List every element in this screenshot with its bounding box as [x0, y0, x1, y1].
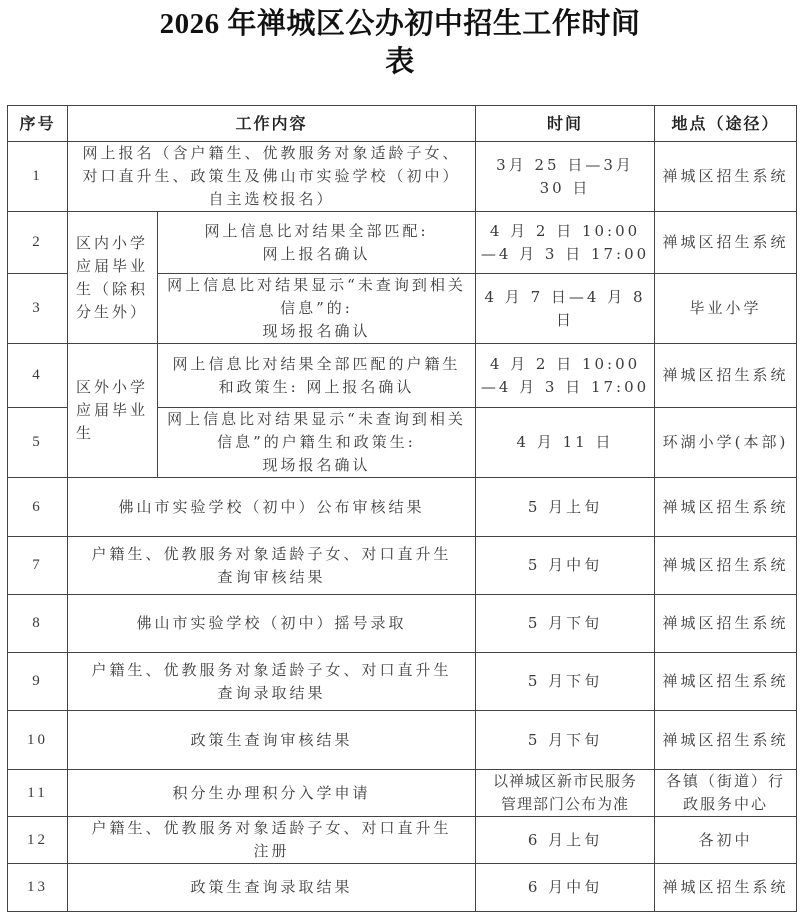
row-time: 4 月 11 日 [476, 408, 655, 478]
row-seq: 5 [8, 408, 68, 478]
row-location: 禅城区招生系统 [655, 711, 797, 770]
table-row [8, 653, 797, 711]
row-seq: 13 [8, 864, 68, 912]
table-row [8, 344, 797, 408]
row-seq: 8 [8, 595, 68, 653]
row-seq: 6 [8, 478, 68, 537]
row-location: 禅城区招生系统 [655, 344, 797, 408]
row-content-line: 查询审核结果 [217, 567, 326, 586]
row-content-line: 网上信息比对结果全部匹配: [204, 221, 429, 240]
row-time: 5 月下旬 [476, 595, 655, 653]
row-location: 禅城区招生系统 [655, 212, 797, 274]
row-content: 佛山市实验学校（初中）摇号录取 [68, 595, 476, 653]
row-content: 积分生办理积分入学申请 [68, 770, 476, 817]
row-seq: 2 [8, 212, 68, 274]
table-row [8, 595, 797, 653]
row-location: 毕业小学 [655, 274, 797, 344]
row-location: 禅城区招生系统 [655, 653, 797, 711]
row-seq: 3 [8, 274, 68, 344]
row-time: 4 月 7 日—4 月 8 日 [476, 274, 655, 344]
group-out-district: 区外小学应届毕业生 [68, 344, 158, 478]
enrollment-schedule-table [7, 105, 797, 912]
row-location: 禅城区招生系统 [655, 595, 797, 653]
row-content [158, 344, 476, 408]
row-seq: 7 [8, 537, 68, 595]
row-content-line: 户籍生、优教服务对象适龄子女、对口直升生 [91, 660, 452, 679]
row-location: 禅城区招生系统 [655, 142, 797, 212]
row-time: 3月 25 日—3月 30 日 [476, 142, 655, 212]
row-content-line: 网上信息比对结果显示“未查询到相关信息”的: [167, 276, 466, 317]
table-row [8, 770, 797, 817]
table-row [8, 212, 797, 274]
row-content [158, 408, 476, 478]
row-content-line: 现场报名确认 [262, 456, 371, 474]
row-seq: 9 [8, 653, 68, 711]
row-content-line: 网上信息比对结果全部匹配的户籍生 [172, 354, 461, 373]
row-location: 各初中 [655, 817, 797, 864]
row-time: 5 月下旬 [476, 711, 655, 770]
row-content-line: 网上信息比对结果显示“未查询到相关信息”的户籍生和政策生: [167, 410, 466, 451]
table-row [8, 817, 797, 864]
row-location: 禅城区招生系统 [655, 864, 797, 912]
row-time [476, 344, 655, 408]
row-content: 政策生查询审核结果 [68, 711, 476, 770]
row-time: 6 月上旬 [476, 817, 655, 864]
row-content [158, 274, 476, 344]
row-content-line: 户籍生、优教服务对象适龄子女、对口直升生 [91, 544, 452, 563]
row-content-line: 户籍生、优教服务对象适龄子女、对口直升生 [91, 819, 452, 837]
table-row [8, 142, 797, 212]
row-seq: 10 [8, 711, 68, 770]
row-content: 佛山市实验学校（初中）公布审核结果 [68, 478, 476, 537]
row-time: 5 月上旬 [476, 478, 655, 537]
row-time-line: —4 月 3 日 17:00 [480, 244, 650, 263]
row-seq: 11 [8, 770, 68, 817]
row-location: 禅城区招生系统 [655, 537, 797, 595]
row-seq: 1 [8, 142, 68, 212]
row-content-line: 网上报名确认 [262, 244, 371, 263]
row-time: 5 月下旬 [476, 653, 655, 711]
row-time: 6 月中旬 [476, 864, 655, 912]
row-location: 环湖小学(本部) [655, 408, 797, 478]
row-content: 政策生查询录取结果 [68, 864, 476, 912]
row-time-line: 4 月 2 日 10:00 [489, 221, 641, 240]
row-location: 禅城区招生系统 [655, 478, 797, 537]
group-in-district: 区内小学应届毕业生（除积分生外） [68, 212, 158, 344]
row-content-line: 现场报名确认 [262, 322, 371, 340]
row-content [68, 817, 476, 864]
table-row [8, 864, 797, 912]
row-time: 以禅城区新市民服务管理部门公布为准 [476, 770, 655, 817]
table-row [8, 537, 797, 595]
row-content [68, 537, 476, 595]
document-title: 2026 年禅城区公办初中招生工作时间 [159, 8, 641, 40]
header-content: 工作内容 [68, 106, 476, 142]
row-content: 网上报名（含户籍生、优教服务对象适龄子女、对口直升生、政策生及佛山市实验学校（初中）自主选校报名） [68, 142, 476, 212]
header-location: 地点（途径） [655, 106, 797, 142]
row-location: 各镇（街道）行政服务中心 [655, 770, 797, 817]
row-content-line: 查询录取结果 [217, 683, 326, 702]
row-seq: 4 [8, 344, 68, 408]
header-seq: 序号 [8, 106, 68, 142]
row-content-line: 和政策生: 网上报名确认 [218, 377, 415, 396]
row-time-line: —4 月 3 日 17:00 [480, 377, 650, 396]
row-time [476, 212, 655, 274]
row-content-line: 注册 [253, 842, 290, 860]
table-row [8, 478, 797, 537]
row-seq: 12 [8, 817, 68, 864]
table-header-row [8, 106, 797, 142]
row-time-line: 4 月 2 日 10:00 [489, 354, 641, 373]
row-content [158, 212, 476, 274]
document-title-continuation: 表 [385, 46, 415, 78]
row-time: 5 月中旬 [476, 537, 655, 595]
table-row [8, 711, 797, 770]
header-time: 时间 [476, 106, 655, 142]
row-content [68, 653, 476, 711]
